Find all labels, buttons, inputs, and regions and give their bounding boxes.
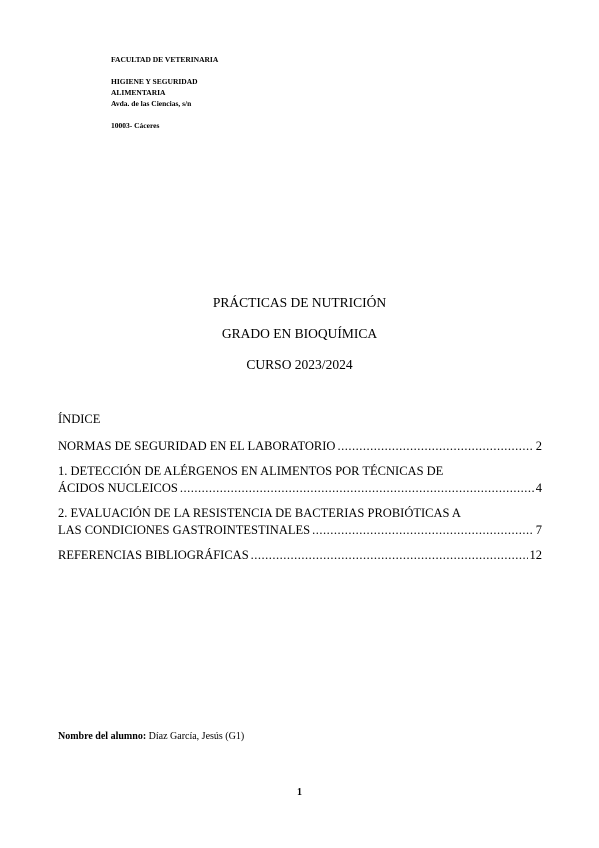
student-label: Nombre del alumno: <box>58 731 147 742</box>
toc-entry-label-cont: LAS CONDICIONES GASTROINTESTINALES <box>58 523 311 537</box>
address: Avda. de las Ciencias, s/n <box>111 99 192 108</box>
toc-entry-label: 2. EVALUACIÓN DE LA RESISTENCIA DE BACTERIAS PROBIÓTICAS A <box>58 506 461 520</box>
toc-entry-safety[interactable] <box>58 438 542 455</box>
department-line-1: HIGIENE Y SEGURIDAD <box>111 77 198 86</box>
title-course: CURSO 2023/2024 <box>246 357 353 372</box>
toc-entry-probiotics[interactable] <box>58 505 542 539</box>
title-degree: GRADO EN BIOQUÍMICA <box>221 326 378 341</box>
toc-entry-page: 2 <box>535 439 542 453</box>
toc-entry-page: 4 <box>535 481 542 495</box>
toc-leader-dots <box>180 480 534 497</box>
page-number: 1 <box>297 787 302 798</box>
toc-entry-label: REFERENCIAS BIBLIOGRÁFICAS <box>58 548 249 562</box>
student-name: Díaz García, Jesús (G1) <box>148 731 245 742</box>
faculty-name: FACULTAD DE VETERINARIA <box>111 55 219 64</box>
toc-entry-references[interactable] <box>58 547 542 564</box>
document-titles <box>0 287 599 380</box>
city: 10003- Cáceres <box>111 121 160 130</box>
table-of-contents <box>58 410 542 572</box>
toc-leader-dots <box>312 522 534 539</box>
toc-entry-label-cont: ÁCIDOS NUCLEICOS <box>58 481 178 495</box>
title-practices: PRÁCTICAS DE NUTRICIÓN <box>212 295 387 310</box>
student-name-line <box>58 731 244 742</box>
toc-entry-label: NORMAS DE SEGURIDAD EN EL LABORATORIO <box>58 439 336 453</box>
toc-entry-label: 1. DETECCIÓN DE ALÉRGENOS EN ALIMENTOS POR TÉCNICAS DE <box>58 464 444 478</box>
toc-entry-allergens[interactable] <box>58 463 542 497</box>
department-line-2: ALIMENTARIA <box>111 88 166 97</box>
toc-leader-dots <box>337 438 533 455</box>
toc-leader-dots <box>251 547 528 564</box>
institution-header <box>111 54 371 131</box>
toc-heading: ÍNDICE <box>58 412 101 426</box>
toc-entry-page: 7 <box>535 523 542 537</box>
toc-entry-page: 12 <box>529 548 542 562</box>
